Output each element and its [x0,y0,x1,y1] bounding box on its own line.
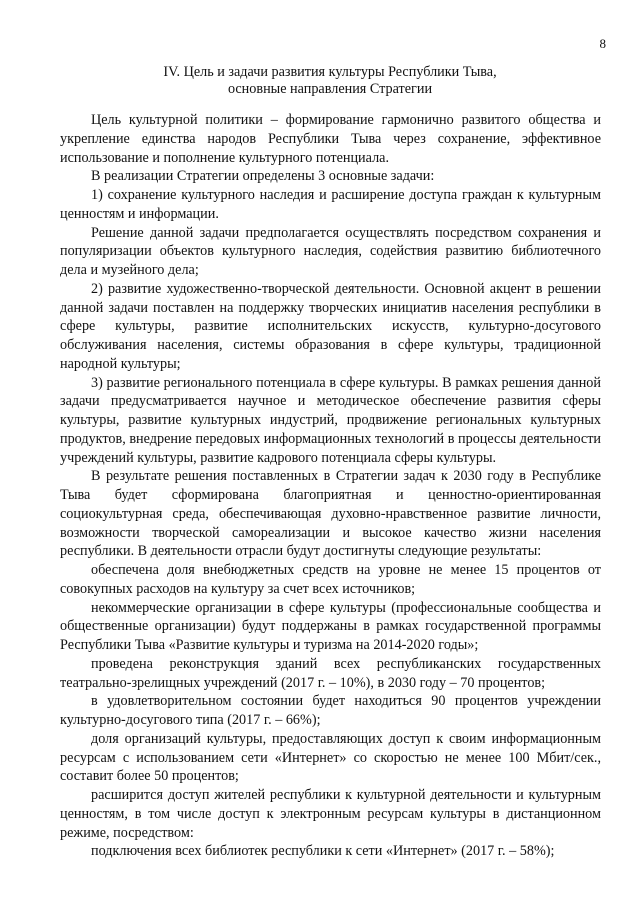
paragraph-result-budget: обеспечена доля внебюджетных средств на уровне не менее 15 процентов от совокупных расходов на культуру за счет всех источников; [60,562,601,597]
paragraph-task-2: 2) развитие художественно-творческой деятельности. Основной акцент в решении данной задачи поставлен на поддержку творческих инициатив населения республики в сфере культуры, развитие исполнительских искусств, культурно-досугового обслуживания населения, системы образования в сфере культуры, традиционной народной культуры; [60,280,601,372]
paragraph-results-intro: В результате решения поставленных в Стратегии задач к 2030 году в Республике Тыва будет сформирована благоприятная и ценностно-ориентированная социокультурная среда, обеспечивающая духовно-нравственное развитие личности, возможности творческой самореализации и высокое качество жизни населения республики. В деятельности отрасли будут достигнуты следующие результаты: [60,468,601,560]
paragraph-result-internet-access: доля организаций культуры, предоставляющих доступ к своим информационным ресурсам с использованием сети «Интернет» со скоростью не менее 100 Мбит/сек., составит более 50 процентов; [60,730,601,785]
paragraph-result-libraries: подключения всех библиотек республики к сети «Интернет» (2017 г. – 58%); [91,843,555,860]
section-title-line-2: основные направления Стратегии [227,81,433,97]
page-number: 8 [599,36,606,51]
paragraph-result-reconstruction: проведена реконструкция зданий всех республиканских государственных театрально-зрелищных учреждений (2017 г. – 10%), в 2030 году – 70 процентов; [60,655,601,691]
document-body [60,111,601,861]
paragraph-tasks-intro: В реализации Стратегии определены 3 основные задачи: [91,168,435,185]
section-title [60,64,600,98]
paragraph-result-access-expansion: расширится доступ жителей республики к культурной деятельности и культурным ценностям, в том числе доступ к электронным ресурсам культуры в дистанционном режиме, посредством: [60,787,601,841]
paragraph-result-nonprofit: некоммерческие организации в сфере культуры (профессиональные сообщества и общественные организации) будут поддержаны в рамках государственной программы Республики Тыва «Развитие культуры и туризма на 2014-2020 годы»; [60,599,601,653]
paragraph-task-1: 1) сохранение культурного наследия и расширение доступа граждан к культурным ценностям и информации. [60,187,601,222]
paragraph-task-1-solution: Решение данной задачи предполагается осуществлять посредством сохранения и популяризации объектов культурного наследия, содействия развитию библиотечного дела и музейного дела; [60,224,601,278]
paragraph-task-3: 3) развитие регионального потенциала в сфере культуры. В рамках решения данной задачи предусматривается научное и методическое обеспечение развития сферы культуры, развитие культурных индустрий, продвижение региональных культурных продуктов, внедрение передовых информационных технологий в процессы деятельности учреждений культуры, развитие кадрового потенциала сферы культуры. [60,374,601,466]
section-title-line-1: IV. Цель и задачи развития культуры Республики Тыва, [163,64,497,80]
paragraph-goal: Цель культурной политики – формирование гармонично развитого общества и укрепление единства народов Республики Тыва через сохранение, эффективное использование и пополнение культурного потенциала. [60,112,601,166]
paragraph-result-condition: в удовлетворительном состоянии будет находиться 90 процентов учреждении культурно-досугового типа (2017 г. – 66%); [60,693,601,728]
